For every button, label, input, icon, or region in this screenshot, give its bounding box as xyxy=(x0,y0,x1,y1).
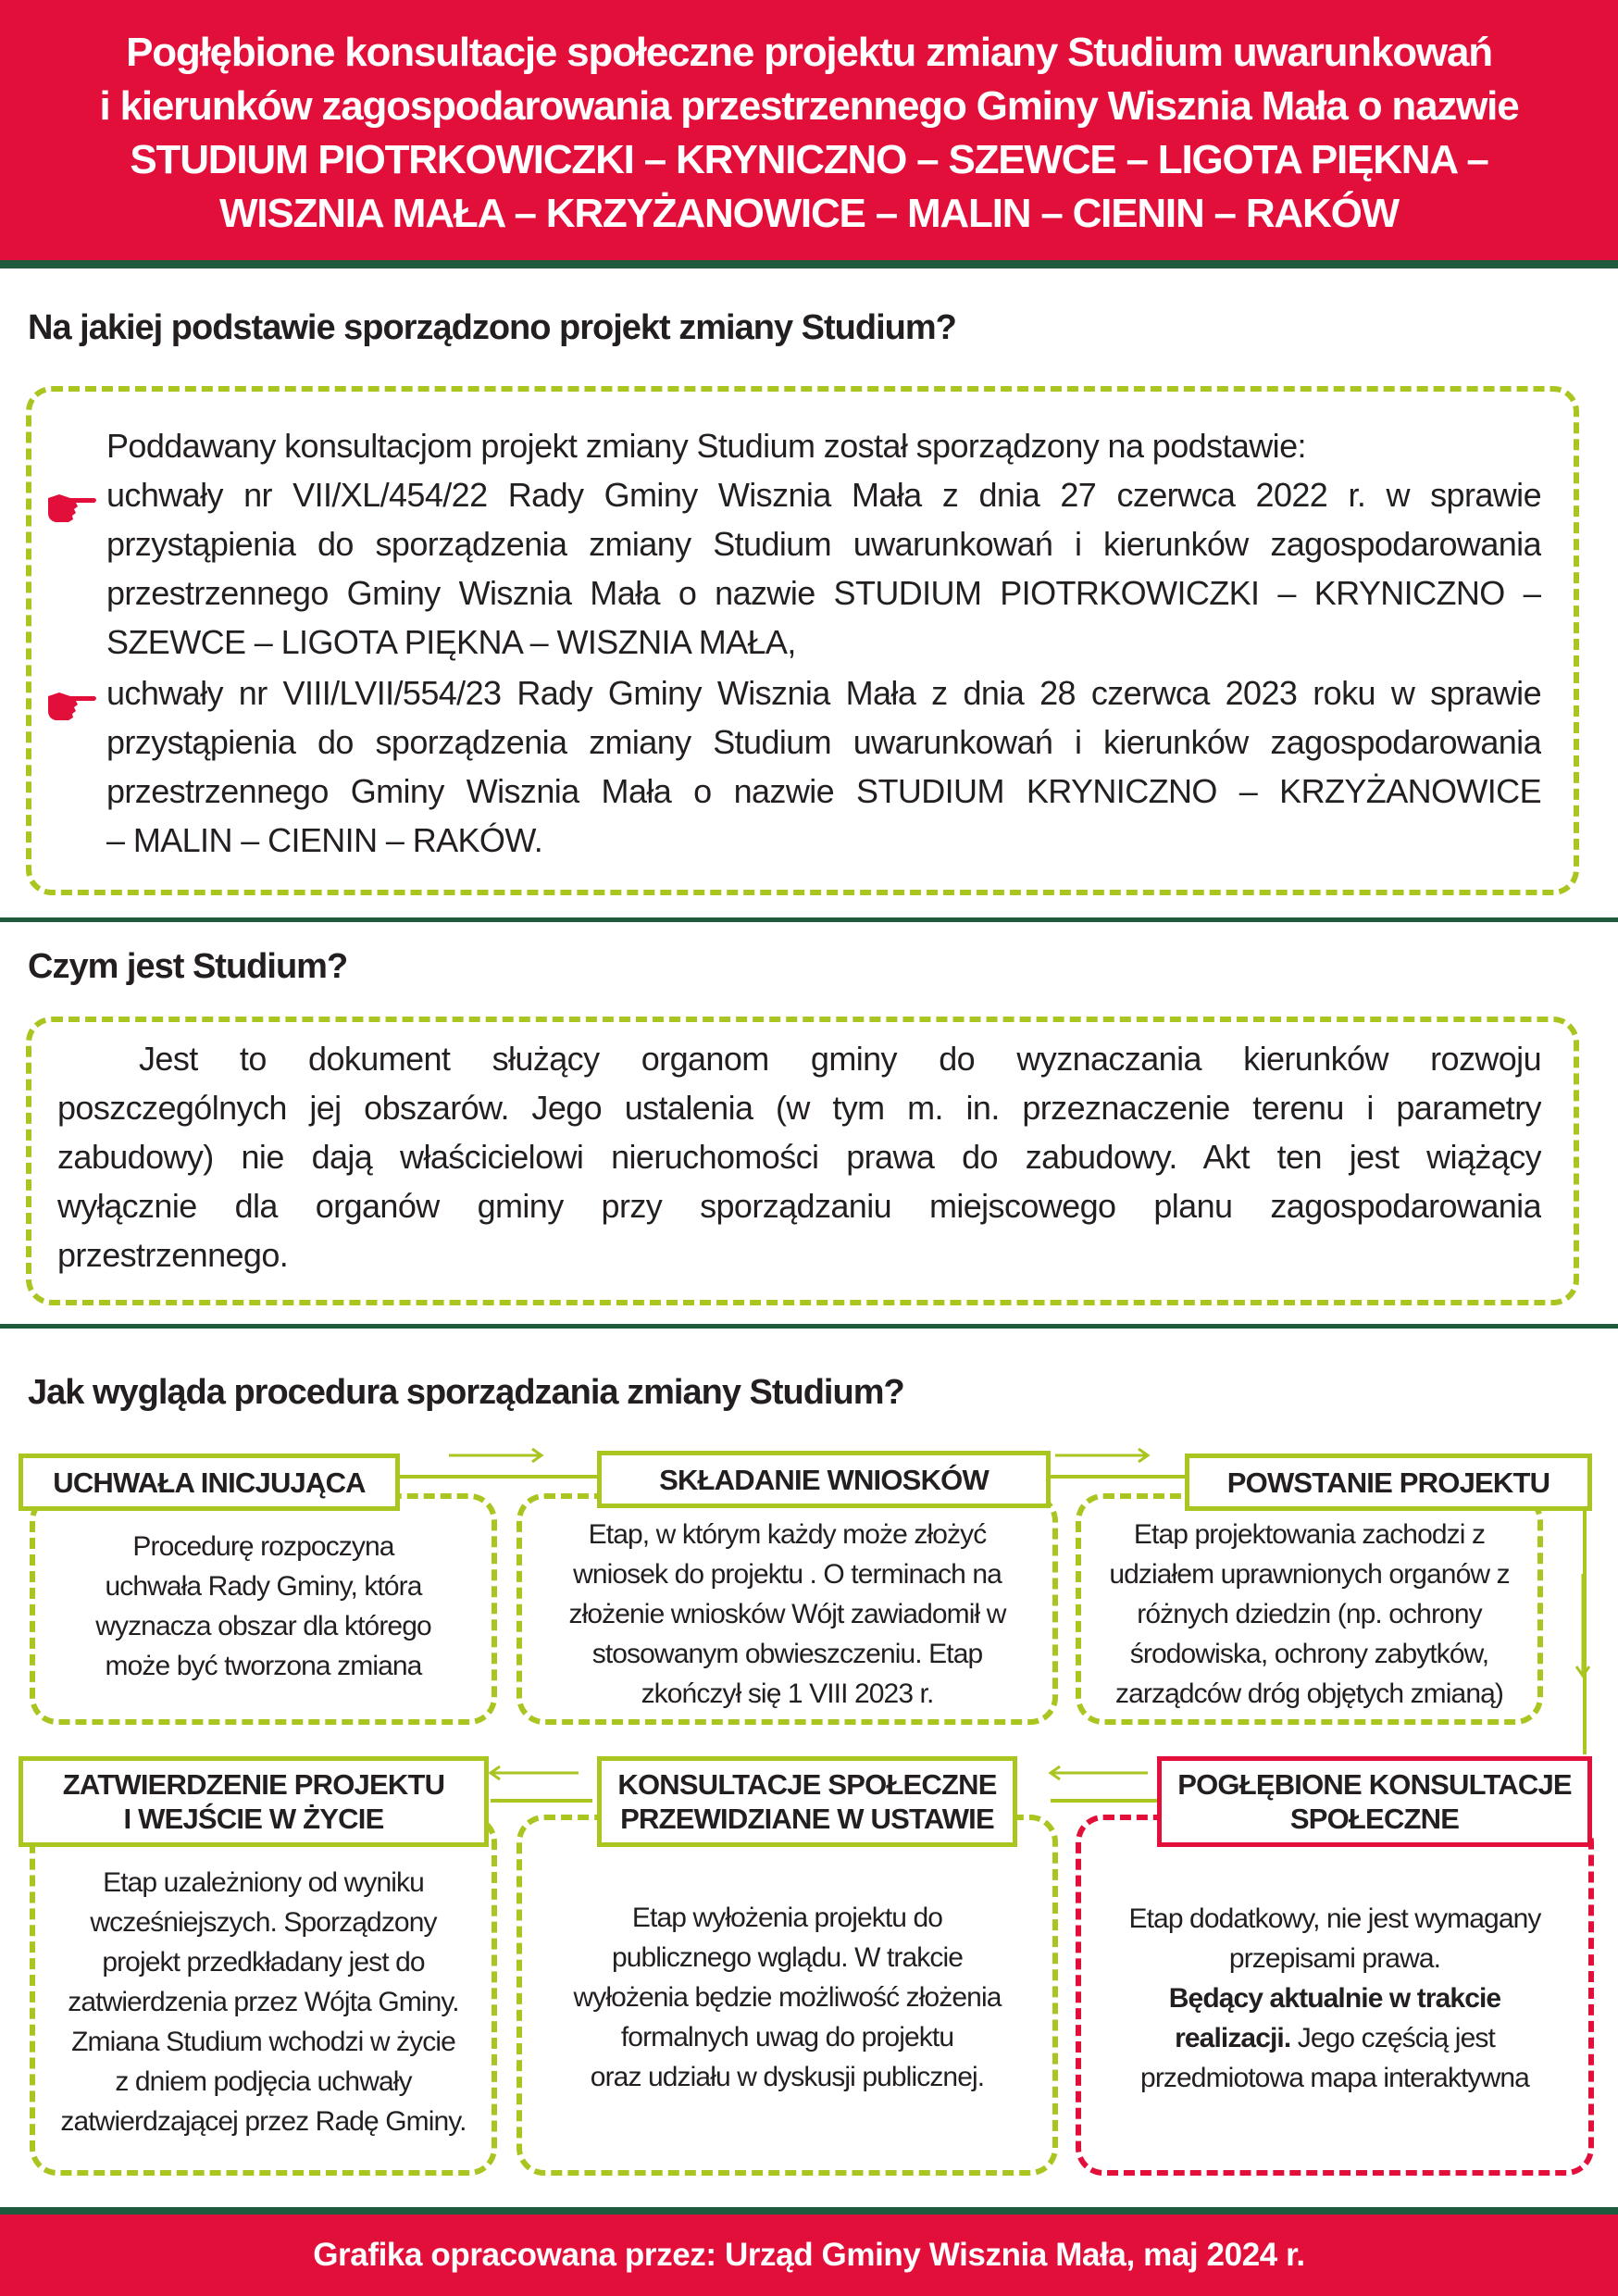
step-text-initiating: Procedurę rozpoczyna uchwała Rady Gminy, która wyznacza obszar dla którego może być tworzona zmiana xyxy=(95,1531,431,1681)
step-text-statutory: Etap wyłożenia projektu do publicznego wglądu. W trakcie wyłożenia będzie możliwość złożenia formalnych uwag do projektu oraz udziału w dyskusji publicznej. xyxy=(573,1903,1002,2092)
basis-intro: Poddawany konsultacjom projekt zmiany Studium został sporządzony na podstawie: xyxy=(106,427,1306,465)
what-text-line: przestrzennego. xyxy=(57,1236,289,1274)
section-title-procedure: Jak wygląda procedura sporządzania zmiany Studium? xyxy=(28,1373,904,1412)
basis-item-line: uchwały nr VIII/LVII/554/23 Rady Gminy Wisznia Mała z dnia 28 czerwca 2023 roku w sprawie xyxy=(106,674,1541,712)
arrow-left-icon xyxy=(491,1766,579,1779)
step-text-deep-consultation: Etap dodatkowy, nie jest wymagany przepisami prawa. Będący aktualnie w trakcie realizacji. Jego częścią jest przedmiotowa mapa interaktywna xyxy=(1128,1903,1541,2093)
section-title-basis: Na jakiej podstawie sporządzono projekt zmiany Studium? xyxy=(28,308,956,347)
basis-item-line: przestrzennego Gminy Wisznia Mała o nazwie STUDIUM KRYNICZNO – KRZYŻANOWICE xyxy=(106,772,1541,810)
section-divider xyxy=(0,917,1618,922)
pointing-hand-icon xyxy=(46,687,98,724)
basis-item-line: SZEWCE – LIGOTA PIĘKNA – WISZNIA MAŁA, xyxy=(106,623,796,661)
basis-item-line: przestrzennego Gminy Wisznia Mała o nazwie STUDIUM PIOTRKOWICZKI – KRYNICZNO – xyxy=(106,574,1541,612)
arrow-right-icon xyxy=(449,1449,541,1462)
step-title-statutory: KONSULTACJE SPOŁECZNE PRZEWIDZIANE W USTAWIE xyxy=(597,1756,1017,1847)
what-text-line: wyłącznie dla organów gminy przy sporządzaniu miejscowego planu zagospodarowania xyxy=(57,1187,1541,1225)
pointing-hand-icon xyxy=(46,489,98,526)
page-footer: Grafika opracowana przez: Urząd Gminy Wisznia Mała, maj 2024 r. xyxy=(0,2207,1618,2296)
section-title-what: Czym jest Studium? xyxy=(28,947,348,986)
step-text-approval: Etap uzależniony od wyniku wcześniejszych. Sporządzony projekt przedkładany jest do zatwierdzenia przez Wójta Gminy. Zmiana Studium wchodzi w życie z dniem podjęcia uchwały zatwierdzającej przez Radę Gminy. xyxy=(60,1867,467,2137)
header-line: STUDIUM PIOTRKOWICZKI – KRYNICZNO – SZEWCE – LIGOTA PIĘKNA – xyxy=(130,137,1488,182)
step-title-applications: SKŁADANIE WNIOSKÓW xyxy=(597,1451,1051,1508)
header-line: WISZNIA MAŁA – KRZYŻANOWICE – MALIN – CIENIN – RAKÓW xyxy=(219,191,1399,236)
arrow-down-icon xyxy=(1576,1574,1589,1676)
arrow-right-icon xyxy=(1055,1449,1148,1462)
what-text-line: poszczególnych jej obszarów. Jego ustalenia (w tym m. in. przeznaczenie terenu i parametry xyxy=(57,1089,1541,1127)
page-header xyxy=(0,0,1618,268)
what-text-line: Jest to dokument służący organom gminy do wyznaczania kierunków rozwoju xyxy=(139,1040,1541,1078)
basis-item-line: – MALIN – CIENIN – RAKÓW. xyxy=(106,821,543,859)
basis-item-line: przystąpienia do sporządzenia zmiany Studium uwarunkowań i kierunków zagospodarowania xyxy=(106,525,1541,563)
basis-item-line: przystąpienia do sporządzenia zmiany Studium uwarunkowań i kierunków zagospodarowania xyxy=(106,723,1541,761)
step-title-approval: ZATWIERDZENIE PROJEKTU I WEJŚCIE W ŻYCIE xyxy=(19,1756,489,1847)
step-title-initiating: UCHWAŁA INICJUJĄCA xyxy=(19,1454,400,1511)
what-text-line: zabudowy) nie dają właścicielowi nieruchomości prawa do zabudowy. Akt ten jest wiążący xyxy=(57,1138,1541,1176)
step-title-deep-consultation: POGŁĘBIONE KONSULTACJE SPOŁECZNE xyxy=(1157,1756,1592,1847)
step-text-applications: Etap, w którym każdy może złożyć wniosek do projektu . O terminach na złożenie wniosków Wójt zawiadomił w stosowanym obwieszczeniu. Etap zkończył się 1 VIII 2023 r. xyxy=(568,1519,1006,1709)
step-title-project: POWSTANIE PROJEKTU xyxy=(1185,1454,1592,1511)
step-text-project: Etap projektowania zachodzi z udziałem uprawnionych organów z różnych dziedzin (np. ochrony środowiska, ochrony zabytków, zarządców dróg objętych zmianą) xyxy=(1109,1519,1510,1709)
basis-item-line: uchwały nr VII/XL/454/22 Rady Gminy Wisznia Mała z dnia 27 czerwca 2022 r. w sprawie xyxy=(106,476,1541,514)
section-divider xyxy=(0,1324,1618,1329)
header-line: i kierunków zagospodarowania przestrzennego Gminy Wisznia Mała o nazwie xyxy=(99,83,1519,129)
arrow-left-icon xyxy=(1051,1766,1148,1779)
header-line: Pogłębione konsultacje społeczne projektu zmiany Studium uwarunkowań xyxy=(126,30,1492,75)
